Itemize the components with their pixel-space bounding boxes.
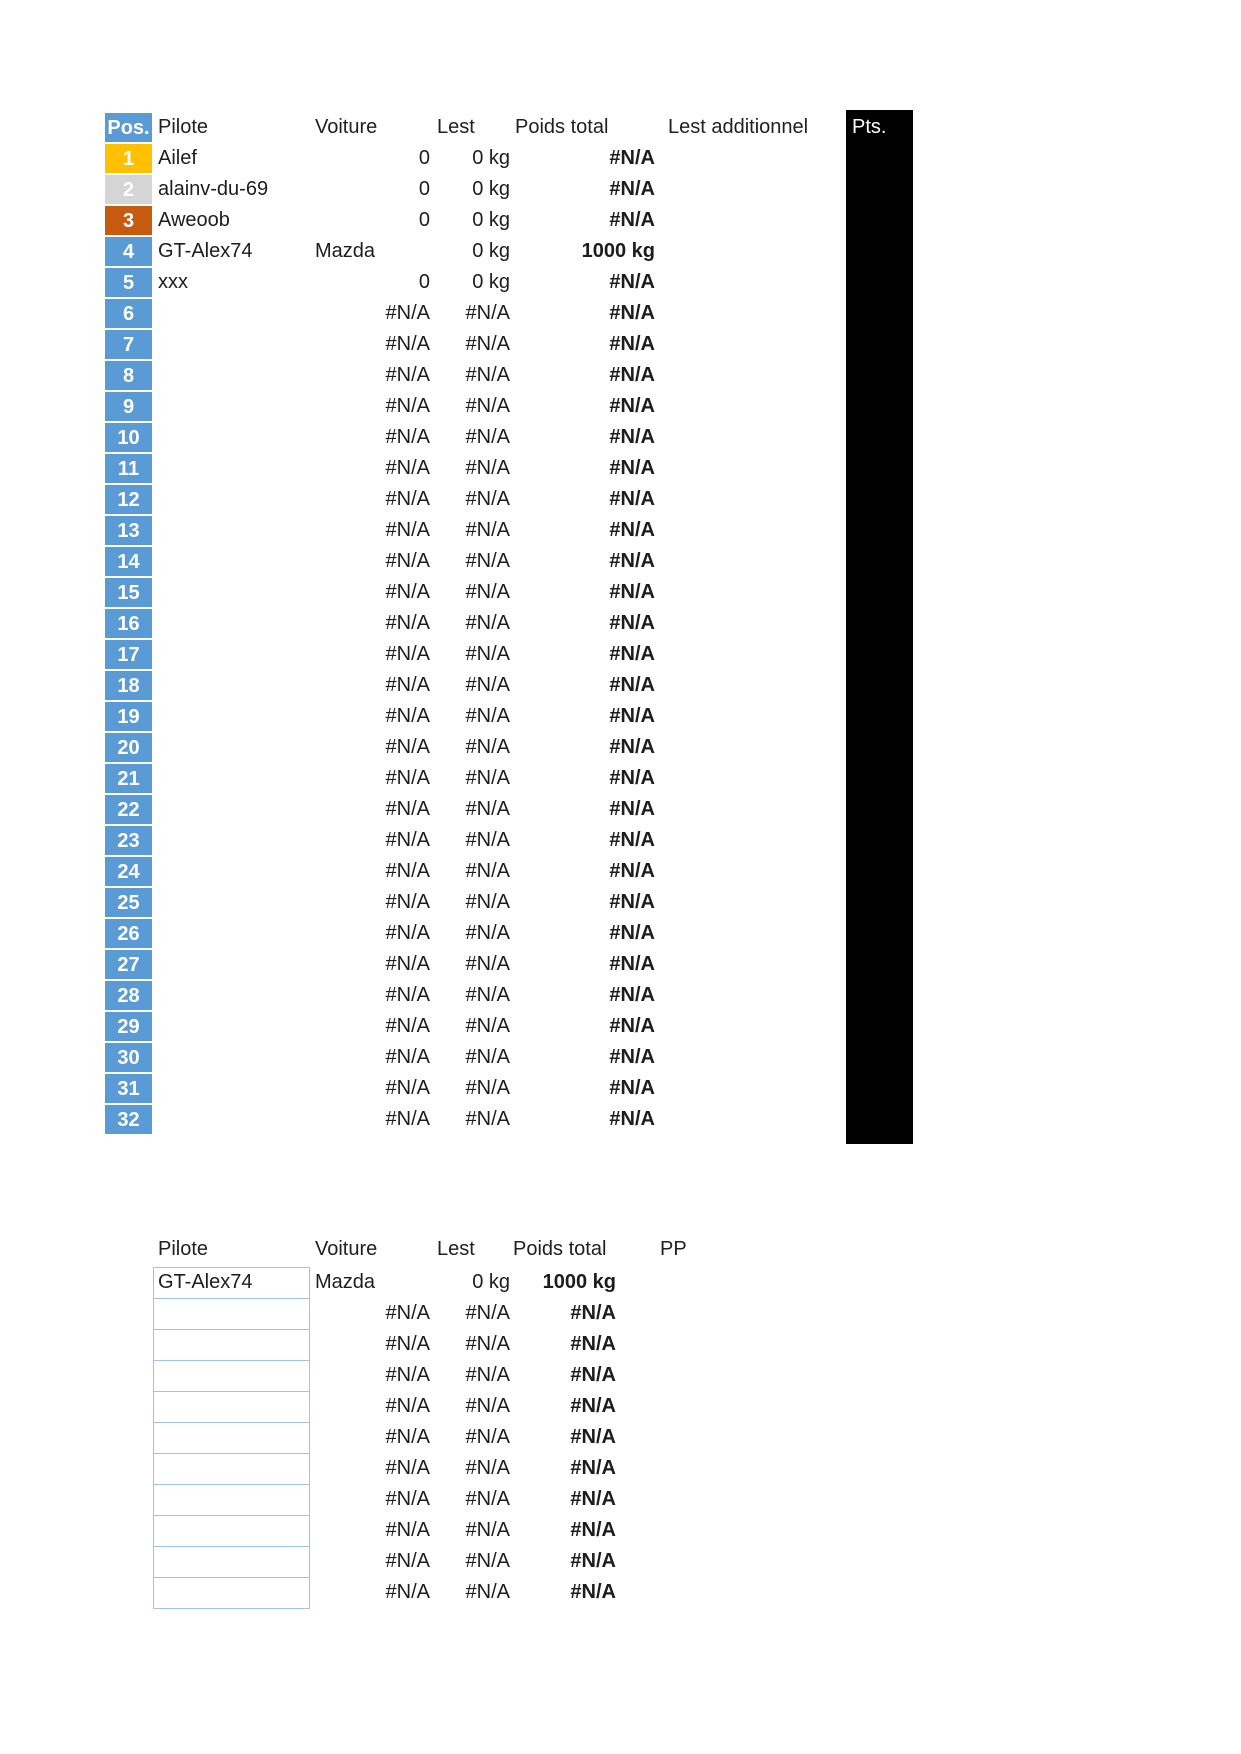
total-weight-cell[interactable]: #N/A bbox=[609, 302, 655, 324]
ballast-cell[interactable]: #N/A bbox=[385, 1550, 430, 1572]
ballast-kg-cell[interactable]: #N/A bbox=[465, 457, 510, 479]
ballast-cell[interactable]: #N/A bbox=[385, 829, 430, 851]
position-cell[interactable]: 2 bbox=[104, 174, 153, 205]
total-weight-cell[interactable]: #N/A bbox=[609, 798, 655, 820]
table-row bbox=[0, 1298, 1241, 1329]
position-cell[interactable]: 4 bbox=[104, 236, 153, 267]
ballast-kg-cell[interactable]: #N/A bbox=[465, 829, 510, 851]
car-cell[interactable]: Mazda bbox=[315, 240, 376, 262]
ballast-cell[interactable]: #N/A bbox=[385, 302, 430, 324]
ballast-cell[interactable]: #N/A bbox=[385, 612, 430, 634]
pilot-cell[interactable] bbox=[158, 1042, 310, 1073]
ballast-cell[interactable]: #N/A bbox=[385, 922, 430, 944]
table-row bbox=[0, 1104, 1241, 1135]
ballast-cell[interactable]: #N/A bbox=[385, 643, 430, 665]
pilot-cell[interactable] bbox=[158, 360, 310, 391]
table-row bbox=[0, 453, 1241, 484]
table-row bbox=[0, 980, 1241, 1011]
table1-header-voiture[interactable]: Voiture bbox=[315, 116, 378, 138]
pilot-cell[interactable]: Aweoob bbox=[158, 209, 230, 231]
table-row bbox=[0, 298, 1241, 329]
ballast-cell[interactable]: #N/A bbox=[385, 1457, 430, 1479]
pilot-cell[interactable] bbox=[158, 763, 310, 794]
total-weight-cell[interactable]: #N/A bbox=[570, 1364, 616, 1386]
total-weight-cell[interactable]: #N/A bbox=[609, 333, 655, 355]
position-cell[interactable]: 7 bbox=[104, 329, 153, 360]
table-row bbox=[0, 1546, 1241, 1577]
ballast-cell[interactable]: #N/A bbox=[385, 736, 430, 758]
pilot-cell[interactable]: alainv-du-69 bbox=[158, 178, 269, 200]
total-weight-cell[interactable]: #N/A bbox=[570, 1302, 616, 1324]
table-row bbox=[0, 1453, 1241, 1484]
table1-header-pos[interactable]: Pos. bbox=[104, 112, 153, 143]
total-weight-cell[interactable]: #N/A bbox=[609, 581, 655, 603]
position-cell[interactable]: 9 bbox=[104, 391, 153, 422]
total-weight-cell[interactable]: #N/A bbox=[609, 860, 655, 882]
ballast-kg-cell[interactable]: #N/A bbox=[465, 426, 510, 448]
total-weight-cell[interactable]: #N/A bbox=[570, 1550, 616, 1572]
position-cell[interactable]: 22 bbox=[104, 794, 153, 825]
position-cell[interactable]: 32 bbox=[104, 1104, 153, 1135]
pilot-cell[interactable]: GT-Alex74 bbox=[158, 240, 253, 262]
pilot-cell[interactable] bbox=[158, 608, 310, 639]
ballast-cell[interactable]: #N/A bbox=[385, 674, 430, 696]
ballast-kg-cell[interactable]: 0 kg bbox=[472, 178, 510, 200]
ballast-cell[interactable]: #N/A bbox=[385, 1077, 430, 1099]
table2-header-lest[interactable]: Lest bbox=[437, 1238, 475, 1260]
table-row bbox=[0, 608, 1241, 639]
total-weight-cell[interactable]: #N/A bbox=[609, 488, 655, 510]
ballast-kg-cell[interactable]: #N/A bbox=[465, 488, 510, 510]
position-cell[interactable]: 27 bbox=[104, 949, 153, 980]
ballast-kg-cell[interactable]: #N/A bbox=[465, 1457, 510, 1479]
pilot-bordered-cell[interactable] bbox=[153, 1546, 310, 1578]
table-row bbox=[0, 422, 1241, 453]
ballast-kg-cell[interactable]: #N/A bbox=[465, 798, 510, 820]
position-cell[interactable]: 1 bbox=[104, 143, 153, 174]
position-cell[interactable]: 8 bbox=[104, 360, 153, 391]
pilot-cell[interactable] bbox=[158, 639, 310, 670]
ballast-cell[interactable] bbox=[345, 1267, 430, 1298]
pilot-cell[interactable] bbox=[158, 422, 310, 453]
ballast-kg-cell[interactable]: #N/A bbox=[465, 705, 510, 727]
pilot-bordered-cell[interactable] bbox=[153, 1577, 310, 1609]
position-cell[interactable]: 10 bbox=[104, 422, 153, 453]
pilot-cell[interactable] bbox=[158, 484, 310, 515]
table-row bbox=[0, 360, 1241, 391]
table-row bbox=[0, 174, 1241, 205]
pilot-cell[interactable] bbox=[158, 1011, 310, 1042]
table-row bbox=[0, 1011, 1241, 1042]
ballast-cell[interactable]: #N/A bbox=[385, 581, 430, 603]
ballast-kg-cell[interactable]: #N/A bbox=[465, 860, 510, 882]
ballast-kg-cell[interactable]: #N/A bbox=[465, 1077, 510, 1099]
total-weight-cell[interactable]: #N/A bbox=[609, 891, 655, 913]
pilot-cell[interactable] bbox=[158, 701, 310, 732]
position-cell[interactable]: 18 bbox=[104, 670, 153, 701]
table-row bbox=[0, 546, 1241, 577]
pilot-cell[interactable] bbox=[158, 949, 310, 980]
ballast-cell[interactable]: 0 bbox=[418, 147, 430, 169]
ballast-cell[interactable]: #N/A bbox=[385, 798, 430, 820]
total-weight-cell[interactable]: #N/A bbox=[609, 271, 655, 293]
position-cell[interactable]: 21 bbox=[104, 763, 153, 794]
table-row bbox=[0, 1422, 1241, 1453]
ballast-cell[interactable]: 0 bbox=[418, 209, 430, 231]
pilot-cell[interactable]: Ailef bbox=[158, 147, 197, 169]
ballast-cell[interactable]: #N/A bbox=[385, 860, 430, 882]
total-weight-cell[interactable]: #N/A bbox=[609, 736, 655, 758]
ballast-kg-cell[interactable]: #N/A bbox=[465, 581, 510, 603]
table-row bbox=[0, 1329, 1241, 1360]
table-row bbox=[0, 1360, 1241, 1391]
ballast-cell[interactable]: #N/A bbox=[385, 364, 430, 386]
position-cell[interactable]: 13 bbox=[104, 515, 153, 546]
total-weight-cell[interactable]: #N/A bbox=[609, 643, 655, 665]
table-row bbox=[0, 856, 1241, 887]
position-cell[interactable]: 11 bbox=[104, 453, 153, 484]
ballast-kg-cell[interactable]: #N/A bbox=[465, 1488, 510, 1510]
ballast-cell[interactable]: #N/A bbox=[385, 1015, 430, 1037]
table1-header-pilote[interactable]: Pilote bbox=[158, 116, 209, 138]
ballast-kg-cell[interactable]: #N/A bbox=[465, 1395, 510, 1417]
position-cell[interactable]: 28 bbox=[104, 980, 153, 1011]
table-row bbox=[0, 1391, 1241, 1422]
table1-header-poids-total[interactable]: Poids total bbox=[515, 116, 609, 138]
position-cell[interactable]: 14 bbox=[104, 546, 153, 577]
total-weight-cell[interactable]: #N/A bbox=[609, 426, 655, 448]
table2-header-pilote[interactable]: Pilote bbox=[158, 1238, 209, 1260]
pilot-cell[interactable] bbox=[158, 918, 310, 949]
total-weight-cell[interactable]: #N/A bbox=[609, 550, 655, 572]
ballast-cell[interactable]: #N/A bbox=[385, 767, 430, 789]
pilot-cell[interactable] bbox=[158, 329, 310, 360]
total-weight-cell[interactable]: 1000 kg bbox=[542, 1271, 616, 1293]
ballast-kg-cell[interactable]: #N/A bbox=[465, 364, 510, 386]
table2-header-pp[interactable]: PP bbox=[660, 1238, 687, 1260]
ballast-kg-cell[interactable]: #N/A bbox=[465, 519, 510, 541]
ballast-kg-cell[interactable]: #N/A bbox=[465, 736, 510, 758]
total-weight-cell[interactable]: #N/A bbox=[609, 1108, 655, 1130]
total-weight-cell[interactable]: #N/A bbox=[570, 1519, 616, 1541]
ballast-kg-cell[interactable]: 0 kg bbox=[472, 240, 510, 262]
pilot-cell[interactable]: GT-Alex74 bbox=[158, 1271, 253, 1293]
table-row bbox=[0, 794, 1241, 825]
total-weight-cell[interactable]: #N/A bbox=[570, 1426, 616, 1448]
table-row bbox=[0, 763, 1241, 794]
position-cell[interactable]: 26 bbox=[104, 918, 153, 949]
table-row bbox=[0, 701, 1241, 732]
pilot-cell[interactable] bbox=[158, 856, 310, 887]
table-row bbox=[0, 236, 1241, 267]
ballast-cell[interactable]: #N/A bbox=[385, 1302, 430, 1324]
ballast-cell[interactable]: #N/A bbox=[385, 984, 430, 1006]
table-row bbox=[0, 1073, 1241, 1104]
pilot-cell[interactable]: xxx bbox=[158, 271, 188, 293]
table1-header-lest-additionnel[interactable]: Lest additionnel bbox=[668, 116, 809, 138]
position-cell[interactable]: 31 bbox=[104, 1073, 153, 1104]
ballast-cell[interactable]: #N/A bbox=[385, 519, 430, 541]
ballast-kg-cell[interactable]: #N/A bbox=[465, 612, 510, 634]
total-weight-cell[interactable]: #N/A bbox=[609, 922, 655, 944]
ballast-kg-cell[interactable]: 0 kg bbox=[472, 147, 510, 169]
ballast-kg-cell[interactable]: #N/A bbox=[465, 333, 510, 355]
table-row bbox=[0, 732, 1241, 763]
ballast-kg-cell[interactable]: #N/A bbox=[465, 1302, 510, 1324]
pilot-cell[interactable] bbox=[158, 732, 310, 763]
position-cell[interactable]: 15 bbox=[104, 577, 153, 608]
pilot-cell[interactable] bbox=[158, 887, 310, 918]
pilot-cell[interactable] bbox=[158, 670, 310, 701]
total-weight-cell[interactable]: #N/A bbox=[609, 364, 655, 386]
ballast-kg-cell[interactable]: #N/A bbox=[465, 891, 510, 913]
table-row bbox=[0, 1042, 1241, 1073]
total-weight-cell[interactable]: #N/A bbox=[609, 612, 655, 634]
table-row bbox=[0, 1484, 1241, 1515]
position-cell[interactable]: 24 bbox=[104, 856, 153, 887]
table-row bbox=[0, 143, 1241, 174]
ballast-kg-cell[interactable]: #N/A bbox=[465, 1581, 510, 1603]
total-weight-cell[interactable]: #N/A bbox=[609, 209, 655, 231]
table2-header-voiture[interactable]: Voiture bbox=[315, 1238, 378, 1260]
position-cell[interactable]: 3 bbox=[104, 205, 153, 236]
pilot-bordered-cell[interactable] bbox=[153, 1515, 310, 1547]
ballast-cell[interactable]: #N/A bbox=[385, 1426, 430, 1448]
position-cell[interactable]: 19 bbox=[104, 701, 153, 732]
table1-header-lest[interactable]: Lest bbox=[437, 116, 475, 138]
pilot-cell[interactable] bbox=[158, 825, 310, 856]
ballast-cell[interactable]: #N/A bbox=[385, 1333, 430, 1355]
table-row bbox=[0, 887, 1241, 918]
total-weight-cell[interactable]: #N/A bbox=[609, 519, 655, 541]
pilot-cell[interactable] bbox=[158, 298, 310, 329]
table-row bbox=[0, 825, 1241, 856]
ballast-cell[interactable] bbox=[345, 236, 430, 267]
ballast-kg-cell[interactable]: #N/A bbox=[465, 1108, 510, 1130]
table-row bbox=[0, 1577, 1241, 1608]
points-column-fill bbox=[846, 110, 913, 1144]
ballast-cell[interactable]: #N/A bbox=[385, 1046, 430, 1068]
pilot-bordered-cell[interactable] bbox=[153, 1484, 310, 1516]
ballast-kg-cell[interactable]: #N/A bbox=[465, 1333, 510, 1355]
ballast-cell[interactable]: #N/A bbox=[385, 953, 430, 975]
ballast-cell[interactable]: #N/A bbox=[385, 1488, 430, 1510]
total-weight-cell[interactable]: #N/A bbox=[609, 147, 655, 169]
table-row bbox=[0, 949, 1241, 980]
ballast-cell[interactable]: #N/A bbox=[385, 1581, 430, 1603]
total-weight-cell[interactable]: #N/A bbox=[609, 1077, 655, 1099]
ballast-cell[interactable]: #N/A bbox=[385, 1108, 430, 1130]
ballast-kg-cell[interactable]: 0 kg bbox=[472, 209, 510, 231]
ballast-kg-cell[interactable]: #N/A bbox=[465, 643, 510, 665]
ballast-kg-cell[interactable]: 0 kg bbox=[472, 271, 510, 293]
ballast-cell[interactable]: #N/A bbox=[385, 705, 430, 727]
ballast-kg-cell[interactable]: #N/A bbox=[465, 953, 510, 975]
pilot-cell[interactable] bbox=[158, 1104, 310, 1135]
pilot-bordered-cell[interactable] bbox=[153, 1329, 310, 1361]
table-row bbox=[0, 918, 1241, 949]
ballast-cell[interactable]: #N/A bbox=[385, 488, 430, 510]
table-row bbox=[0, 1515, 1241, 1546]
pilot-cell[interactable] bbox=[158, 391, 310, 422]
total-weight-cell[interactable]: #N/A bbox=[609, 1046, 655, 1068]
ballast-cell[interactable]: 0 bbox=[418, 271, 430, 293]
ballast-kg-cell[interactable]: #N/A bbox=[465, 1015, 510, 1037]
position-cell[interactable]: 30 bbox=[104, 1042, 153, 1073]
total-weight-cell[interactable]: #N/A bbox=[609, 829, 655, 851]
ballast-cell[interactable]: #N/A bbox=[385, 1519, 430, 1541]
total-weight-cell[interactable]: #N/A bbox=[609, 395, 655, 417]
table-row bbox=[0, 205, 1241, 236]
total-weight-cell[interactable]: #N/A bbox=[570, 1395, 616, 1417]
ballast-cell[interactable]: #N/A bbox=[385, 1395, 430, 1417]
ballast-kg-cell[interactable]: #N/A bbox=[465, 674, 510, 696]
pilot-bordered-cell[interactable] bbox=[153, 1360, 310, 1392]
ballast-cell[interactable]: #N/A bbox=[385, 333, 430, 355]
total-weight-cell[interactable]: #N/A bbox=[609, 767, 655, 789]
pilot-cell[interactable] bbox=[158, 1073, 310, 1104]
ballast-kg-cell[interactable]: #N/A bbox=[465, 1426, 510, 1448]
pilot-cell[interactable] bbox=[158, 980, 310, 1011]
ballast-kg-cell[interactable]: #N/A bbox=[465, 984, 510, 1006]
position-cell[interactable]: 29 bbox=[104, 1011, 153, 1042]
total-weight-cell[interactable]: #N/A bbox=[570, 1457, 616, 1479]
ballast-kg-cell[interactable]: #N/A bbox=[465, 1046, 510, 1068]
pilot-cell[interactable] bbox=[158, 546, 310, 577]
pilot-cell[interactable] bbox=[158, 577, 310, 608]
position-cell[interactable]: 12 bbox=[104, 484, 153, 515]
ballast-cell[interactable]: #N/A bbox=[385, 550, 430, 572]
position-cell[interactable]: 16 bbox=[104, 608, 153, 639]
total-weight-cell[interactable]: #N/A bbox=[570, 1333, 616, 1355]
ballast-cell[interactable]: #N/A bbox=[385, 1364, 430, 1386]
total-weight-cell[interactable]: #N/A bbox=[609, 457, 655, 479]
ballast-kg-cell[interactable]: #N/A bbox=[465, 1519, 510, 1541]
pilot-bordered-cell[interactable] bbox=[153, 1422, 310, 1454]
pilot-cell[interactable] bbox=[158, 794, 310, 825]
position-cell[interactable]: 5 bbox=[104, 267, 153, 298]
table1-header-pts[interactable]: Pts. bbox=[852, 116, 887, 138]
table-row bbox=[0, 267, 1241, 298]
table-row bbox=[0, 577, 1241, 608]
ballast-cell[interactable]: #N/A bbox=[385, 395, 430, 417]
total-weight-cell[interactable]: #N/A bbox=[570, 1488, 616, 1510]
total-weight-cell[interactable]: #N/A bbox=[609, 705, 655, 727]
ballast-cell[interactable]: #N/A bbox=[385, 457, 430, 479]
total-weight-cell[interactable]: #N/A bbox=[609, 178, 655, 200]
table-row bbox=[0, 670, 1241, 701]
total-weight-cell[interactable]: #N/A bbox=[609, 984, 655, 1006]
table-row bbox=[0, 484, 1241, 515]
ballast-cell[interactable]: #N/A bbox=[385, 426, 430, 448]
car-cell[interactable]: Mazda bbox=[315, 1271, 376, 1293]
total-weight-cell[interactable]: #N/A bbox=[609, 953, 655, 975]
ballast-kg-cell[interactable]: #N/A bbox=[465, 1364, 510, 1386]
total-weight-cell[interactable]: #N/A bbox=[609, 1015, 655, 1037]
position-cell[interactable]: 25 bbox=[104, 887, 153, 918]
total-weight-cell[interactable]: #N/A bbox=[570, 1581, 616, 1603]
ballast-kg-cell[interactable]: #N/A bbox=[465, 395, 510, 417]
total-weight-cell[interactable]: #N/A bbox=[609, 674, 655, 696]
ballast-kg-cell[interactable]: #N/A bbox=[465, 922, 510, 944]
ballast-cell[interactable]: #N/A bbox=[385, 891, 430, 913]
ballast-kg-cell[interactable]: #N/A bbox=[465, 550, 510, 572]
pilot-bordered-cell[interactable] bbox=[153, 1298, 310, 1330]
pilot-bordered-cell[interactable] bbox=[153, 1391, 310, 1423]
pilot-bordered-cell[interactable] bbox=[153, 1453, 310, 1485]
ballast-kg-cell[interactable]: #N/A bbox=[465, 302, 510, 324]
table-row bbox=[0, 1267, 1241, 1298]
pilot-cell[interactable] bbox=[158, 515, 310, 546]
position-cell[interactable]: 20 bbox=[104, 732, 153, 763]
ballast-kg-cell[interactable]: 0 kg bbox=[472, 1271, 510, 1293]
table-row bbox=[0, 391, 1241, 422]
table2-header-poids-total[interactable]: Poids total bbox=[513, 1238, 607, 1260]
pilot-cell[interactable] bbox=[158, 453, 310, 484]
position-cell[interactable]: 23 bbox=[104, 825, 153, 856]
ballast-kg-cell[interactable]: #N/A bbox=[465, 767, 510, 789]
ballast-cell[interactable]: 0 bbox=[418, 178, 430, 200]
position-cell[interactable]: 17 bbox=[104, 639, 153, 670]
total-weight-cell[interactable]: 1000 kg bbox=[581, 240, 655, 262]
table-row bbox=[0, 639, 1241, 670]
position-cell[interactable]: 6 bbox=[104, 298, 153, 329]
table-row bbox=[0, 515, 1241, 546]
table-row bbox=[0, 329, 1241, 360]
ballast-kg-cell[interactable]: #N/A bbox=[465, 1550, 510, 1572]
